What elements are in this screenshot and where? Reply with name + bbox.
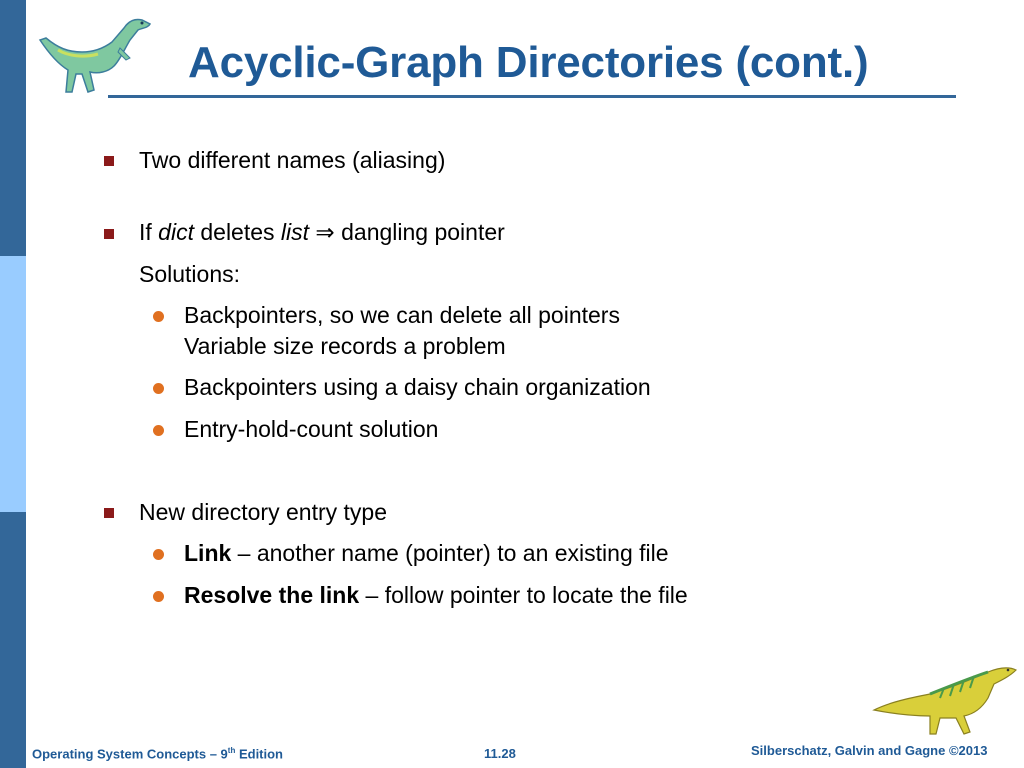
text-dangling: dangling pointer [341, 219, 505, 245]
round-bullet-icon [153, 425, 164, 436]
title-divider [108, 95, 956, 98]
term-resolve-link: Resolve the link [184, 582, 360, 608]
sub-bullet-daisy-chain: Backpointers using a daisy chain organization [184, 374, 651, 400]
sidebar-light-middle [0, 256, 26, 512]
implies-arrow: ⇒ [309, 219, 342, 245]
page-number: 11.28 [484, 746, 516, 761]
sidebar-dark-top [0, 0, 26, 256]
solutions-label: Solutions: [139, 261, 241, 287]
round-bullet-icon [153, 549, 164, 560]
square-bullet-icon [104, 508, 114, 518]
resolve-link-definition: – follow pointer to locate the file [359, 582, 688, 608]
bullet-aliasing: Two different names (aliasing) [139, 147, 446, 173]
link-definition: – another name (pointer) to an existing file [231, 540, 669, 566]
term-link: Link [184, 540, 232, 566]
sub-bullet-entry-hold-count: Entry-hold-count solution [184, 416, 439, 442]
text-deletes: deletes [193, 219, 281, 245]
round-bullet-icon [153, 311, 164, 322]
sub-bullet-link [184, 540, 669, 567]
sub-bullet-backpointers-note: Variable size records a problem [184, 333, 506, 359]
bullet-dangling-pointer [139, 219, 505, 246]
sub-bullet-resolve-link [184, 582, 688, 609]
sidebar-dark-bottom [0, 512, 26, 768]
footer-edition-sup: th [227, 746, 236, 755]
bullet-new-entry-type: New directory entry type [139, 499, 387, 525]
text-list: list [280, 219, 310, 245]
page-title: Acyclic-Graph Directories (cont.) [188, 38, 869, 87]
dinosaur-illustration-icon [870, 658, 1018, 736]
square-bullet-icon [104, 229, 114, 239]
footer-book-title-text: Operating System Concepts – 9 [32, 746, 228, 762]
footer-book-title [32, 746, 283, 761]
footer-authors: Silberschatz, Galvin and Gagne ©2013 [751, 743, 988, 758]
dinosaur-logo-icon [38, 8, 158, 96]
sub-bullet-backpointers: Backpointers, so we can delete all pointers [184, 302, 620, 328]
round-bullet-icon [153, 591, 164, 602]
text-dict: dict [158, 219, 194, 245]
round-bullet-icon [153, 383, 164, 394]
text-if: If [139, 219, 159, 245]
square-bullet-icon [104, 156, 114, 166]
footer-edition-text: Edition [235, 746, 284, 762]
